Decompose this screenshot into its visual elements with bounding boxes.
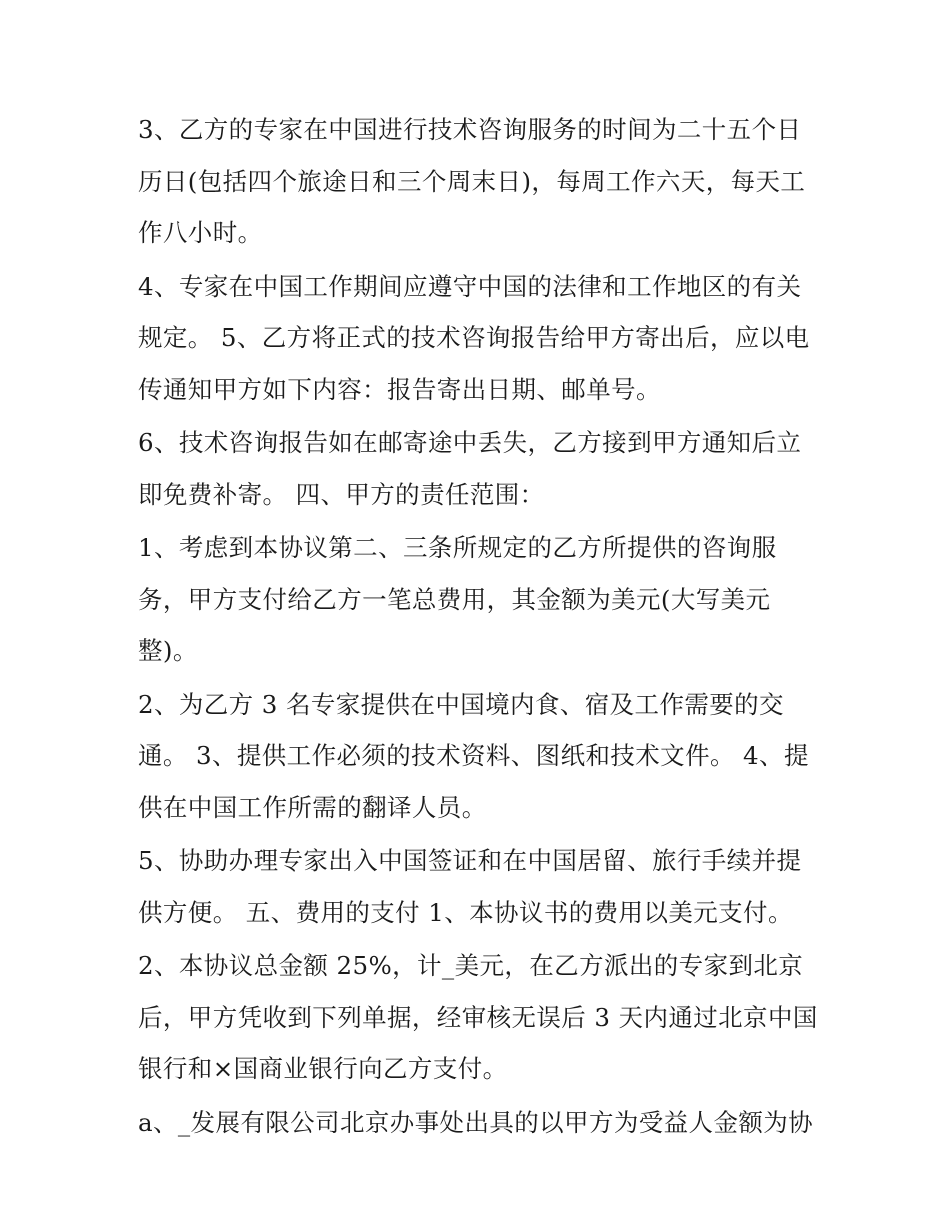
text-line: a、_发展有限公司北京办事处出具的以甲方为受益人金额为协 bbox=[138, 1107, 814, 1137]
text-line: 通。 3、提供工作必须的技术资料、图纸和技术文件。 4、提 bbox=[138, 741, 809, 770]
text-line: 2、本协议总金额 25%，计_美元，在乙方派出的专家到北京 bbox=[138, 951, 804, 980]
paragraph-party-a-2 bbox=[138, 679, 818, 834]
paragraph-item-6 bbox=[138, 417, 818, 520]
text-line: 6、技术咨询报告如在邮寄途中丢失，乙方接到甲方通知后立 bbox=[138, 428, 802, 457]
text-line: 历日(包括四个旅途日和三个周末日)，每周工作六天，每天工 bbox=[138, 166, 806, 196]
text-line: 5、协助办理专家出入中国签证和在中国居留、旅行手续并提 bbox=[138, 846, 802, 875]
paragraph-party-a-1 bbox=[138, 522, 818, 677]
text-line: 银行和×国商业银行向乙方支付。 bbox=[138, 1054, 508, 1083]
text-line: 即免费补寄。 四、甲方的责任范围： bbox=[138, 479, 545, 509]
text-line: 3、乙方的专家在中国进行技术咨询服务的时间为二十五个日 bbox=[138, 115, 802, 144]
text-line: 作八小时。 bbox=[138, 218, 263, 247]
text-line: 后，甲方凭收到下列单据，经审核无误后 3 天内通过北京中国 bbox=[138, 1002, 818, 1032]
paragraph-payment-a bbox=[138, 1097, 818, 1149]
text-line: 1、考虑到本协议第二、三条所规定的乙方所提供的咨询服 bbox=[138, 533, 777, 562]
paragraph-payment-2 bbox=[138, 940, 818, 1095]
paragraph-item-3 bbox=[138, 104, 818, 259]
text-line: 整)。 bbox=[138, 636, 198, 665]
paragraph-party-a-5 bbox=[138, 835, 818, 938]
text-line: 务，甲方支付给乙方一笔总费用，其金额为美元(大写美元 bbox=[138, 584, 771, 614]
text-line: 供方便。 五、费用的支付 1、本协议书的费用以美元支付。 bbox=[138, 897, 793, 927]
text-line: 4、专家在中国工作期间应遵守中国的法律和工作地区的有关 bbox=[138, 271, 802, 301]
text-line: 2、为乙方 3 名专家提供在中国境内食、宿及工作需要的交 bbox=[138, 689, 784, 719]
paragraph-item-4 bbox=[138, 261, 818, 416]
text-line: 规定。 5、乙方将正式的技术咨询报告给甲方寄出后，应以电 bbox=[138, 323, 810, 352]
text-line: 供在中国工作所需的翻译人员。 bbox=[138, 792, 487, 822]
document-body bbox=[138, 104, 818, 1150]
text-line: 传通知甲方如下内容：报告寄出日期、邮单号。 bbox=[138, 374, 661, 404]
